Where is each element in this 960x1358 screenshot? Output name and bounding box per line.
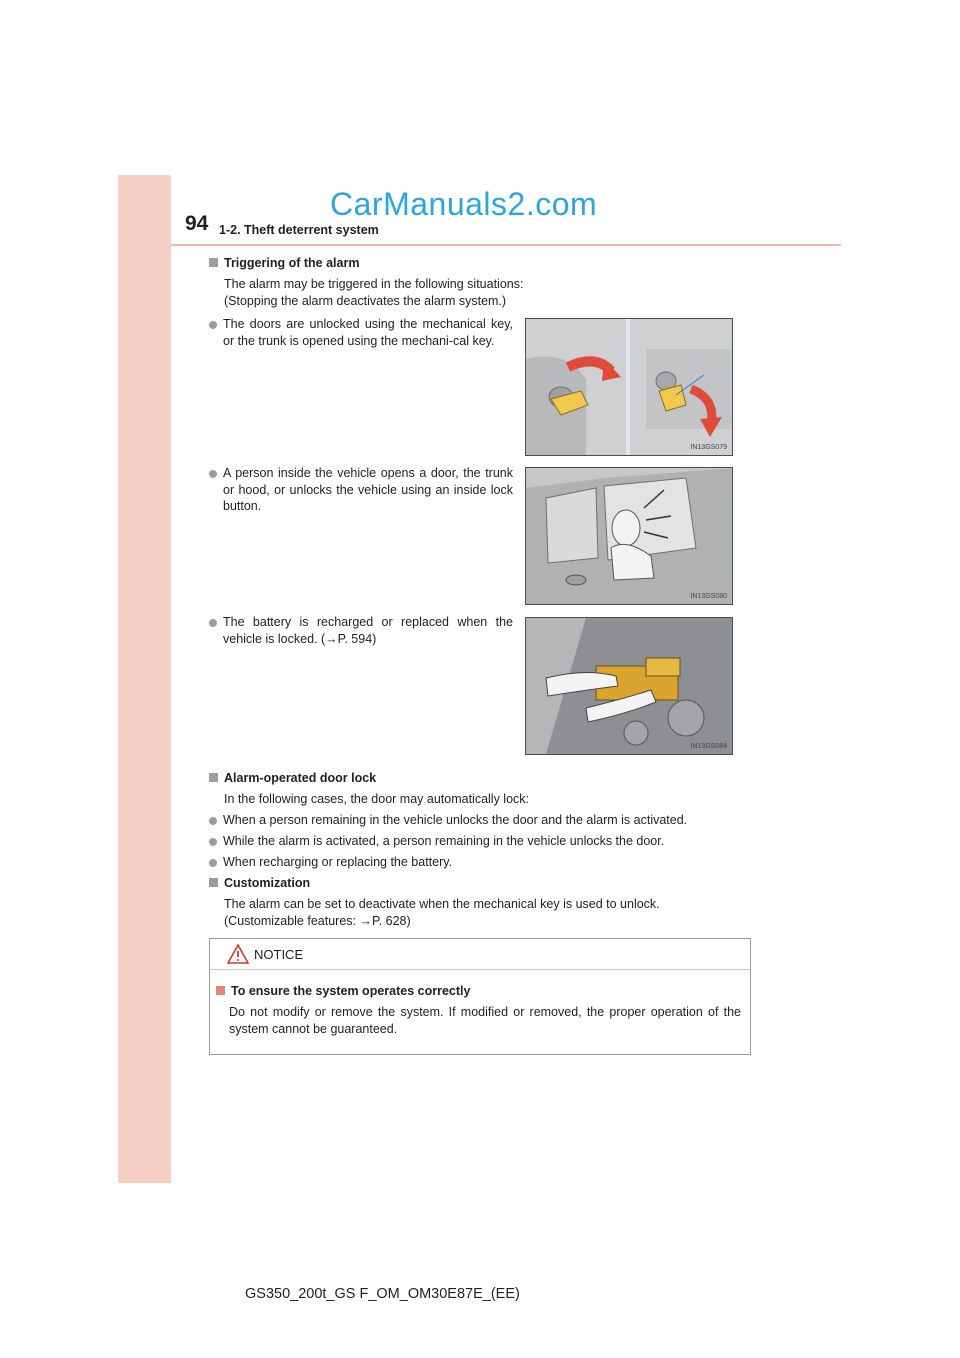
round-bullet-icon <box>209 321 217 329</box>
figure-person-inside <box>525 467 733 605</box>
header-rule <box>171 244 841 246</box>
door-lock-heading: Alarm-operated door lock <box>209 771 376 785</box>
round-bullet-icon <box>209 619 217 627</box>
warning-triangle-icon <box>227 944 249 964</box>
figure-mechanical-key <box>525 318 733 456</box>
door-lock-intro: In the following cases, the door may automatically lock: <box>224 792 530 806</box>
watermark-link[interactable]: CarManuals2.com <box>330 186 598 222</box>
footer-doc-id: GS350_200t_GS F_OM_OM30E87E_(EE) <box>245 1286 520 1302</box>
triggering-heading: Triggering of the alarm <box>209 256 359 270</box>
figure-battery <box>525 617 733 755</box>
customization-heading: Customization <box>209 876 310 890</box>
figure-code: IN13GS079 <box>690 444 727 451</box>
person-inside-illustration <box>526 468 732 604</box>
round-bullet-icon <box>209 838 217 846</box>
mechanical-key-illustration <box>526 319 732 455</box>
square-bullet-icon <box>216 986 225 995</box>
notice-title: NOTICE <box>254 947 304 962</box>
page-number: 94 <box>185 212 209 235</box>
door-lock-item: When a person remaining in the vehicle unlocks the door and the alarm is activated. <box>223 813 687 827</box>
notice-header <box>210 939 750 970</box>
square-bullet-icon <box>209 878 218 887</box>
figure-code: IN13GS084 <box>690 743 727 750</box>
square-bullet-icon <box>209 773 218 782</box>
figure-code: IN13GS080 <box>690 593 727 600</box>
notice-box <box>209 938 751 1055</box>
round-bullet-icon <box>209 859 217 867</box>
trigger-item-key: The doors are unlocked using the mechanical key, or the trunk is opened using the mechani-cal key. <box>223 316 513 349</box>
trigger-item-inside: A person inside the vehicle opens a door, the trunk or hood, or unlocks the vehicle using an inside lock button. <box>223 465 513 515</box>
battery-illustration <box>526 618 732 754</box>
notice-subheading: To ensure the system operates correctly <box>216 984 470 998</box>
triggering-intro: The alarm may be triggered in the following situations: (Stopping the alarm deactivates the alarm system.) <box>224 277 524 308</box>
trigger-item-battery: The battery is recharged or replaced when the vehicle is locked. (→P. 594) <box>223 614 513 647</box>
round-bullet-icon <box>209 470 217 478</box>
round-bullet-icon <box>209 817 217 825</box>
section-title: 1-2. Theft deterrent system <box>219 223 379 237</box>
side-band <box>118 175 171 1183</box>
notice-body: Do not modify or remove the system. If modified or removed, the proper operation of the system cannot be guaranteed. <box>229 1005 741 1036</box>
customization-text: The alarm can be set to deactivate when the mechanical key is used to unlock. (Customizable features: →P. 628) <box>224 897 660 928</box>
door-lock-item: When recharging or replacing the battery. <box>223 855 452 869</box>
square-bullet-icon <box>209 258 218 267</box>
door-lock-item: While the alarm is activated, a person remaining in the vehicle unlocks the door. <box>223 834 664 848</box>
